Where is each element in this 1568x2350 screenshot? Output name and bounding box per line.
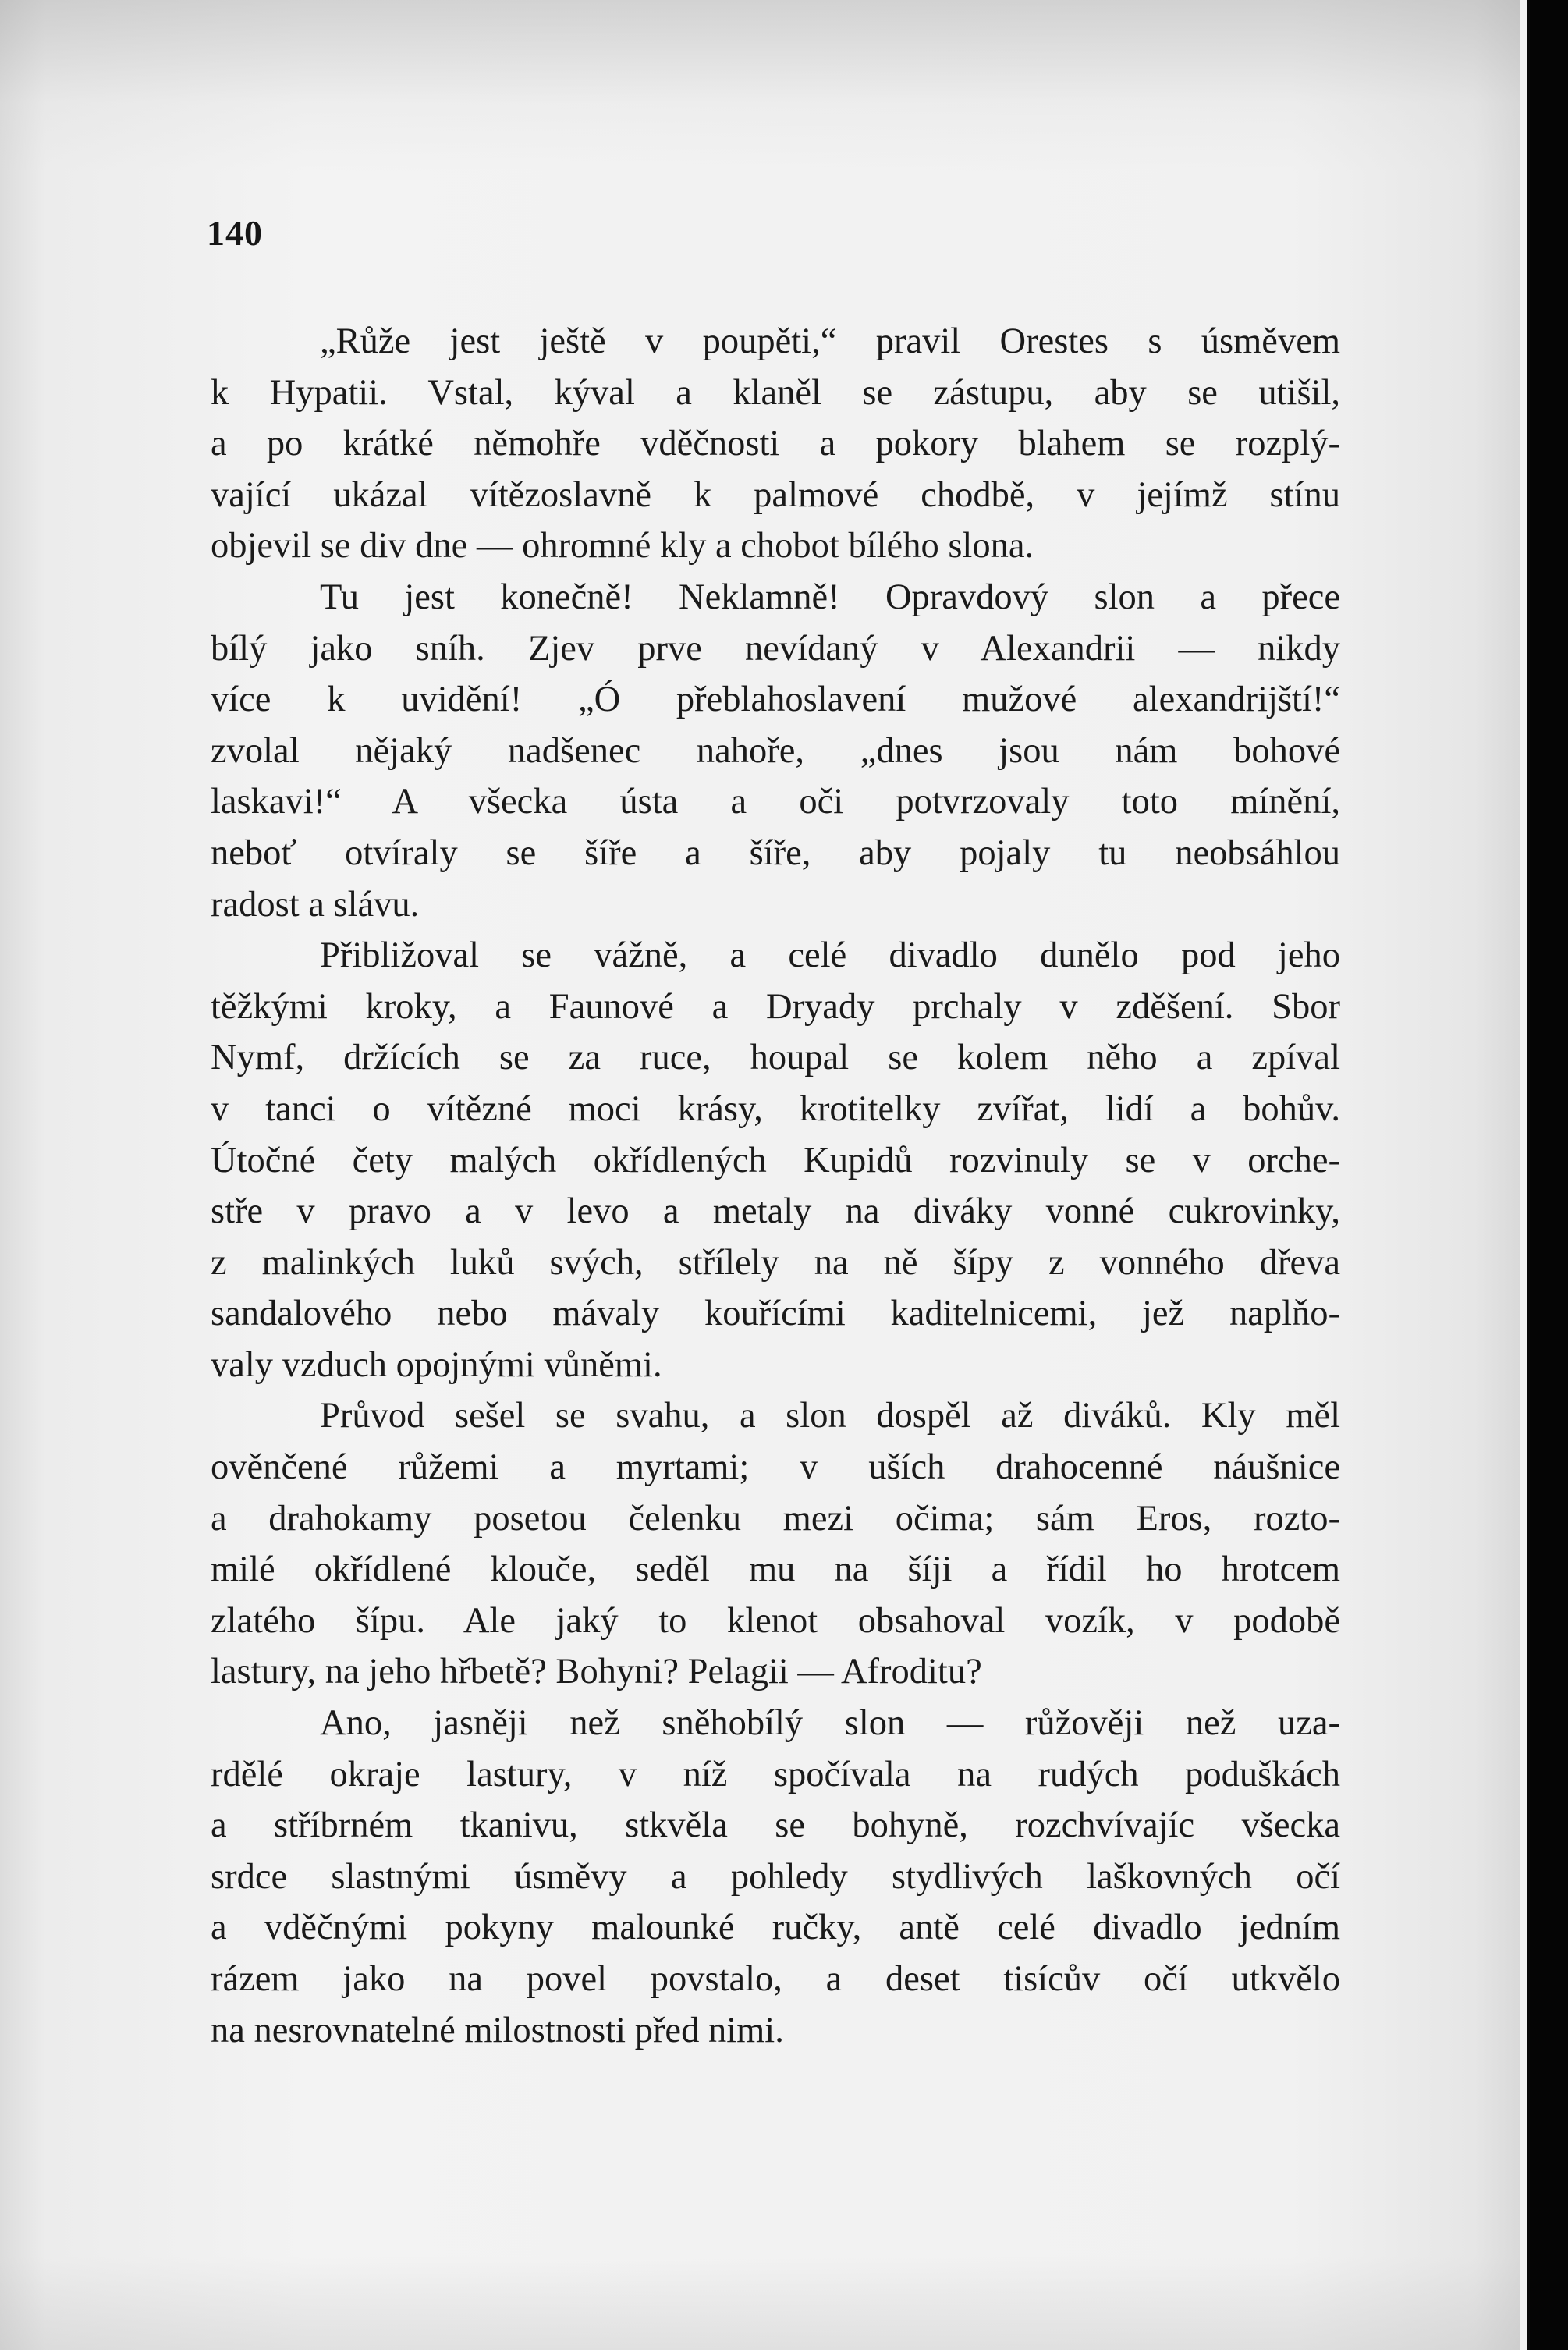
text-line: Přibližoval se vážně, a celé divadlo dunělo pod jeho: [320, 935, 1340, 976]
text-line: stře v pravo a v levo a metaly na diváky vonné cukrovinky,: [211, 1191, 1340, 1232]
text-line: zlatého šípu. Ale jaký to klenot obsahoval vozík, v podobě: [211, 1600, 1340, 1641]
paragraph-3: [211, 930, 1340, 1390]
text-line: radost a slávu.: [211, 884, 420, 925]
text-line: k Hypatii. Vstal, kýval a klaněl se zástupu, aby se utišil,: [211, 372, 1340, 413]
text-line: a po krátké němohře vděčnosti a pokory blahem se rozplý-: [211, 424, 1340, 464]
text-line: sandalového nebo mávaly kouřícími kaditelnicemi, jež naplňo-: [211, 1294, 1340, 1334]
text-line: v tanci o vítězné moci krásy, krotitelky zvířat, lidí a bohův.: [211, 1088, 1340, 1129]
text-line: a vděčnými pokyny malounké ručky, antě celé divadlo jedním: [211, 1908, 1340, 1948]
text-line: na nesrovnatelné milostnosti před nimi.: [211, 2010, 784, 2050]
paragraph-1: [211, 316, 1340, 572]
text-line: Tu jest konečně! Neklamně! Opravdový slon a přece: [320, 577, 1340, 617]
text-line: Průvod sešel se svahu, a slon dospěl až diváků. Kly měl: [320, 1396, 1340, 1436]
text-line: laskavi!“ A všecka ústa a oči potvrzovaly toto mínění,: [211, 782, 1340, 822]
text-line: Útočné čety malých okřídlených Kupidů rozvinuly se v orche-: [211, 1140, 1340, 1180]
text-line: a stříbrném tkanivu, stkvěla se bohyně, rozchvívajíc všecka: [211, 1805, 1340, 1846]
text-line: Nymf, držících se za ruce, houpal se kolem něho a zpíval: [211, 1038, 1340, 1078]
text-line: objevil se div dne — ohromné kly a chobot bílého slona.: [211, 526, 1034, 566]
text-line: rdělé okraje lastury, v níž spočívala na rudých poduškách: [211, 1754, 1340, 1794]
text-line: neboť otvíraly se šíře a šíře, aby pojaly tu neobsáhlou: [211, 832, 1340, 873]
paragraph-2: [211, 572, 1340, 930]
text-line: „Růže jest ještě v poupěti,“ pravil Orestes s úsměvem: [320, 321, 1340, 361]
text-line: těžkými kroky, a Faunové a Dryady prchaly v zděšení. Sbor: [211, 986, 1340, 1027]
text-line: více k uvidění! „Ó přeblahoslavení mužové alexandrijští!“: [211, 680, 1340, 720]
paragraph-5: [211, 1698, 1340, 2056]
body-text: [211, 316, 1340, 2056]
text-line: rázem jako na povel povstalo, a deset tisícův očí utkvělo: [211, 1959, 1340, 1999]
text-line: lastury, na jeho hřbetě? Bohyni? Pelagii — Afroditu?: [211, 1652, 982, 1692]
text-line: a drahokamy posetou čelenku mezi očima; sám Eros, rozto-: [211, 1498, 1340, 1539]
text-line: z malinkých luků svých, střílely na ně šípy z vonného dřeva: [211, 1242, 1340, 1283]
text-line: bílý jako sníh. Zjev prve nevídaný v Alexandrii — nikdy: [211, 628, 1340, 669]
text-line: vající ukázal vítězoslavně k palmové chodbě, v jejímž stínu: [211, 474, 1340, 515]
page-edge: [1520, 0, 1527, 2350]
text-line: srdce slastnými úsměvy a pohledy stydlivých laškovných očí: [211, 1856, 1340, 1897]
paragraph-4: [211, 1390, 1340, 1698]
text-line: zvolal nějaký nadšenec nahoře, „dnes jsou nám bohové: [211, 730, 1340, 771]
text-line: Ano, jasněji než sněhobílý slon — růžověji než uza-: [320, 1703, 1340, 1744]
text-line: milé okřídlené klouče, seděl mu na šíji a řídil ho hrotcem: [211, 1550, 1340, 1590]
text-line: ověnčené růžemi a myrtami; v uších drahocenné náušnice: [211, 1447, 1340, 1488]
text-line: valy vzduch opojnými vůněmi.: [211, 1344, 662, 1385]
page-number: 140: [207, 213, 263, 253]
